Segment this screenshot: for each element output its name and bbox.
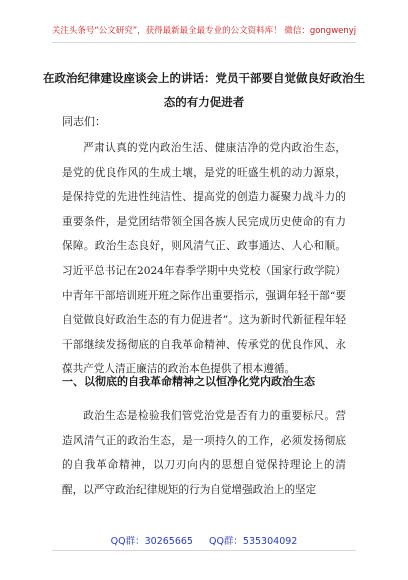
header-promo-banner: 关注头条号“公文研究”，获得最新最全最专业的公文资料库！ 微信：gongwenyj xyxy=(51,26,357,36)
header-divider xyxy=(52,42,356,43)
footer-contact xyxy=(0,533,408,547)
footer-qq-group-2: QQ群：535304092 xyxy=(208,536,298,547)
footer-divider xyxy=(52,550,356,551)
body-paragraph-1: 严肃认真的党内政治生活、健康洁净的党内政治生态，是党的优良作风的生成土壤，是党的旺盛生机的动力源泉，是保持党的先进性纯洁性、提高党的创造力凝聚力战斗力的重要条件，是党团结带领全国各族人民完成历史使命的有力保障。政治生态良好，则风清气正、政事通达、人心和顺。习近平总书记在2024年春季学期中央党校（国家行政学院）中青年干部培训班开班之际作出重要指示，强调年轻干部“要自觉做良好政治生态的有力促进者”。这为新时代新征程年轻干部继续发扬彻底的自我革命精神、传承党的优良作风、永葆共产党人清正廉洁的政治本色提供了根本遵循。 xyxy=(62,142,346,376)
document-title: 在政治纪律建设座谈会上的讲话：党员干部要自觉做良好政治生态的有力促进者 xyxy=(43,71,365,109)
section-heading-1: 一、以彻底的自我革命精神之以恒净化党内政治生态 xyxy=(62,375,315,388)
footer-qq-group-1: QQ群：30265665 xyxy=(110,536,193,547)
body-paragraph-2: 政治生态是检验我们管党治党是否有力的重要标尺。营造风清气正的政治生态，是一项持久的工作，必须发扬彻底的自我革命精神，以刀刃向内的思想自觉保持理论上的清醒，以严守政治纪律规矩的行为自觉增强政治上的坚定 xyxy=(62,410,346,496)
salutation: 同志们： xyxy=(62,115,106,128)
